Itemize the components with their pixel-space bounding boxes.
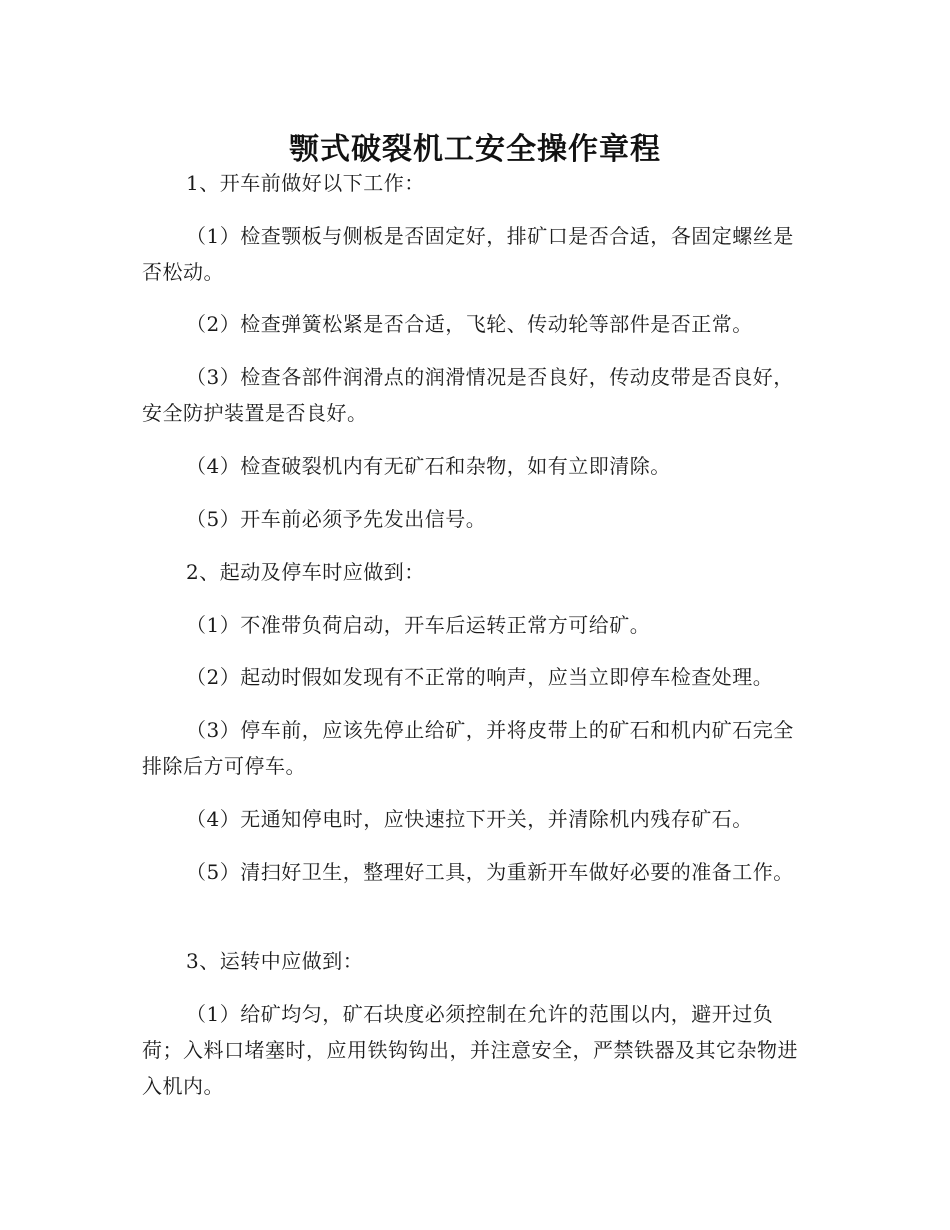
paragraph-1-5: （5）开车前必须予先发出信号。 (186, 507, 487, 531)
paragraph-2-4: （4）无通知停电时，应快速拉下开关，并清除机内残存矿石。 (186, 807, 753, 831)
paragraph-2-3: （3）停车前，应该先停止给矿，并将皮带上的矿石和机内矿石完全排除后方可停车。 (142, 718, 794, 778)
paragraph-1-3: （3）检查各部件润滑点的润滑情况是否良好，传动皮带是否良好，安全防护装置是否良好。 (142, 365, 794, 425)
paragraph-1-4: （4）检查破裂机内有无矿石和杂物，如有立即清除。 (186, 454, 671, 478)
section-heading-1: 1、开车前做好以下工作： (186, 171, 425, 195)
document-title: 颚式破裂机工安全操作章程 (289, 132, 661, 168)
paragraph-2-2: （2）起动时假如发现有不正常的响声，应当立即停车检查处理。 (186, 665, 774, 689)
paragraph-2-5: （5）清扫好卫生，整理好工具，为重新开车做好必要的准备工作。 (186, 860, 794, 884)
paragraph-1-2: （2）检查弹簧松紧是否合适，飞轮、传动轮等部件是否正常。 (186, 312, 753, 336)
section-heading-3: 3、运转中应做到： (186, 949, 364, 973)
paragraph-3-1: （1）给矿均匀，矿石块度必须控制在允许的范围以内，避开过负荷；入料口堵塞时，应用铁钩钩出，并注意安全，严禁铁器及其它杂物进入机内。 (142, 1002, 798, 1098)
section-heading-2: 2、起动及停车时应做到： (186, 560, 425, 584)
paragraph-2-1: （1）不准带负荷启动，开车后运转正常方可给矿。 (186, 613, 651, 637)
paragraph-1-1: （1）检查颚板与侧板是否固定好，排矿口是否合适，各固定螺丝是否松动。 (142, 224, 794, 284)
